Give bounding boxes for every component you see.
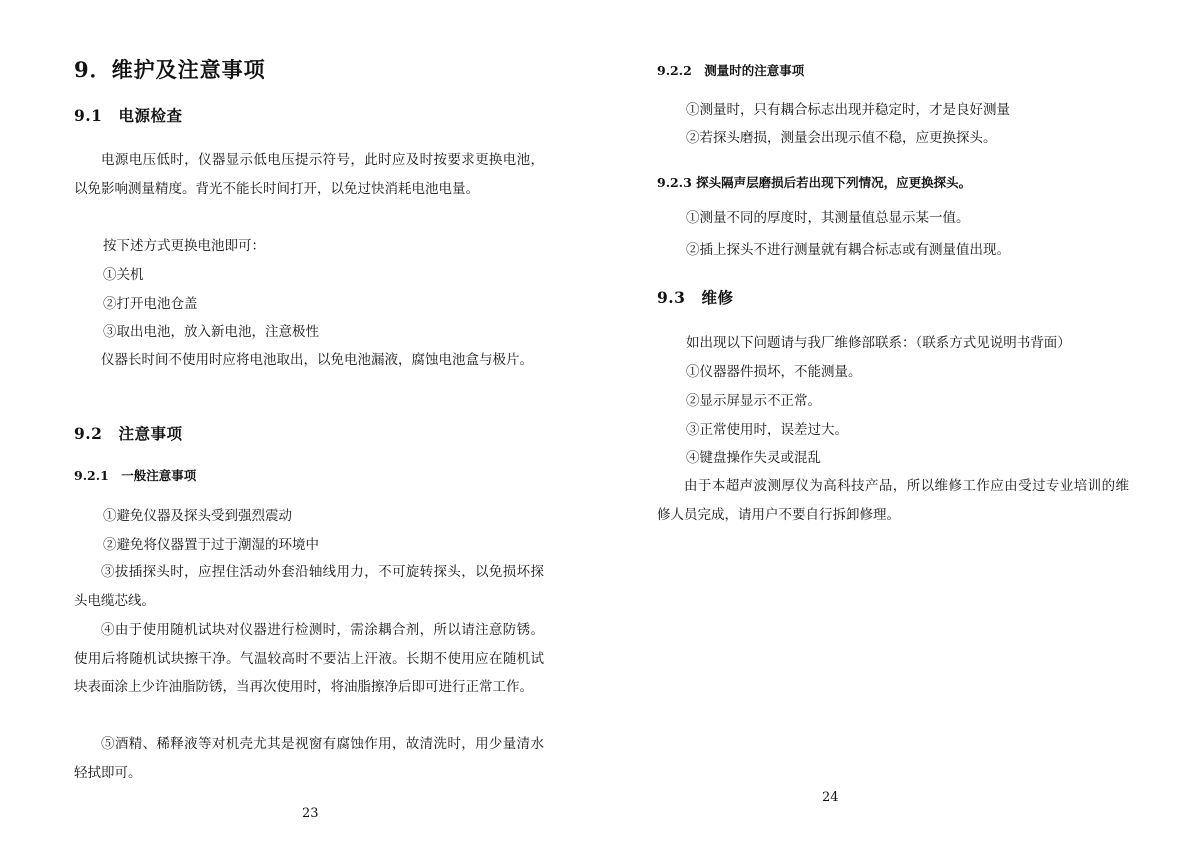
general-note-item: ⑤酒精、稀释液等对机壳尤其是视窗有腐蚀作用，故清洗时，用少量清水轻拭即可。 [74, 736, 544, 781]
repair-item: ④键盘操作失灵或混乱 [686, 450, 821, 466]
step-item: ②打开电池仓盖 [103, 296, 198, 312]
repair-intro: 如出现以下问题请与我厂维修部联系：（联系方式见说明书背面） [686, 335, 1071, 351]
step-item: ③取出电池，放入新电池，注意极性 [103, 324, 319, 340]
probe-wear-item: ①测量不同的厚度时，其测量值总显示某一值。 [686, 210, 970, 226]
general-note-item: ②避免将仪器置于过于潮湿的环境中 [103, 537, 319, 553]
general-note-item: ①避免仪器及探头受到强烈震动 [103, 508, 292, 524]
subsection-9-2-1-heading: 9.2.1 一般注意事项 [74, 468, 197, 483]
page-number: 23 [302, 806, 319, 821]
measurement-note-item: ②若探头磨损，测量会出现示值不稳，应更换探头。 [686, 130, 997, 146]
repair-closing-paragraph: 由于本超声波测厚仪为高科技产品，所以维修工作应由受过专业培训的维修人员完成，请用户不要自行拆卸修理。 [657, 478, 1129, 523]
section-9-2-heading: 9.2 注意事项 [74, 424, 183, 443]
subsection-9-2-3-heading: 9.2.3 探头隔声层磨损后若出现下列情况，应更换探头。 [657, 175, 972, 190]
repair-item: ②显示屏显示不正常。 [686, 393, 821, 409]
battery-storage-paragraph: 仪器长时间不使用时应将电池取出，以免电池漏液，腐蚀电池盒与极片。 [101, 352, 533, 368]
power-paragraph: 电源电压低时，仪器显示低电压提示符号，此时应及时按要求更换电池，以免影响测量精度。背光不能长时间打开，以免过快消耗电池电量。 [74, 152, 544, 197]
general-note-item: ③拔插探头时，应捏住活动外套沿轴线用力，不可旋转探头，以免损坏探头电缆芯线。 [74, 564, 544, 609]
replace-intro: 按下述方式更换电池即可： [103, 238, 265, 254]
repair-item: ③正常使用时，误差过大。 [686, 422, 848, 438]
page-number: 24 [822, 790, 839, 805]
probe-wear-item: ②插上探头不进行测量就有耦合标志或有测量值出现。 [686, 242, 1010, 258]
chapter-title: 9．维护及注意事项 [74, 57, 266, 82]
general-note-item: ④由于使用随机试块对仪器进行检测时，需涂耦合剂，所以请注意防锈。使用后将随机试块擦干净。气温较高时不要沾上汗液。长期不使用应在随机试块表面涂上少许油脂防锈，当再次使用时，将油脂擦净后即可进行正常工作。 [74, 622, 544, 695]
section-9-1-heading: 9.1 电源检查 [74, 106, 183, 125]
section-9-3-heading: 9.3 维修 [657, 288, 734, 307]
subsection-9-2-2-heading: 9.2.2 测量时的注意事项 [657, 63, 805, 78]
repair-item: ①仪器器件损坏，不能测量。 [686, 364, 862, 380]
measurement-note-item: ①测量时，只有耦合标志出现并稳定时，才是良好测量 [686, 102, 1010, 118]
right-page [600, 0, 1200, 848]
step-item: ①关机 [103, 267, 144, 283]
